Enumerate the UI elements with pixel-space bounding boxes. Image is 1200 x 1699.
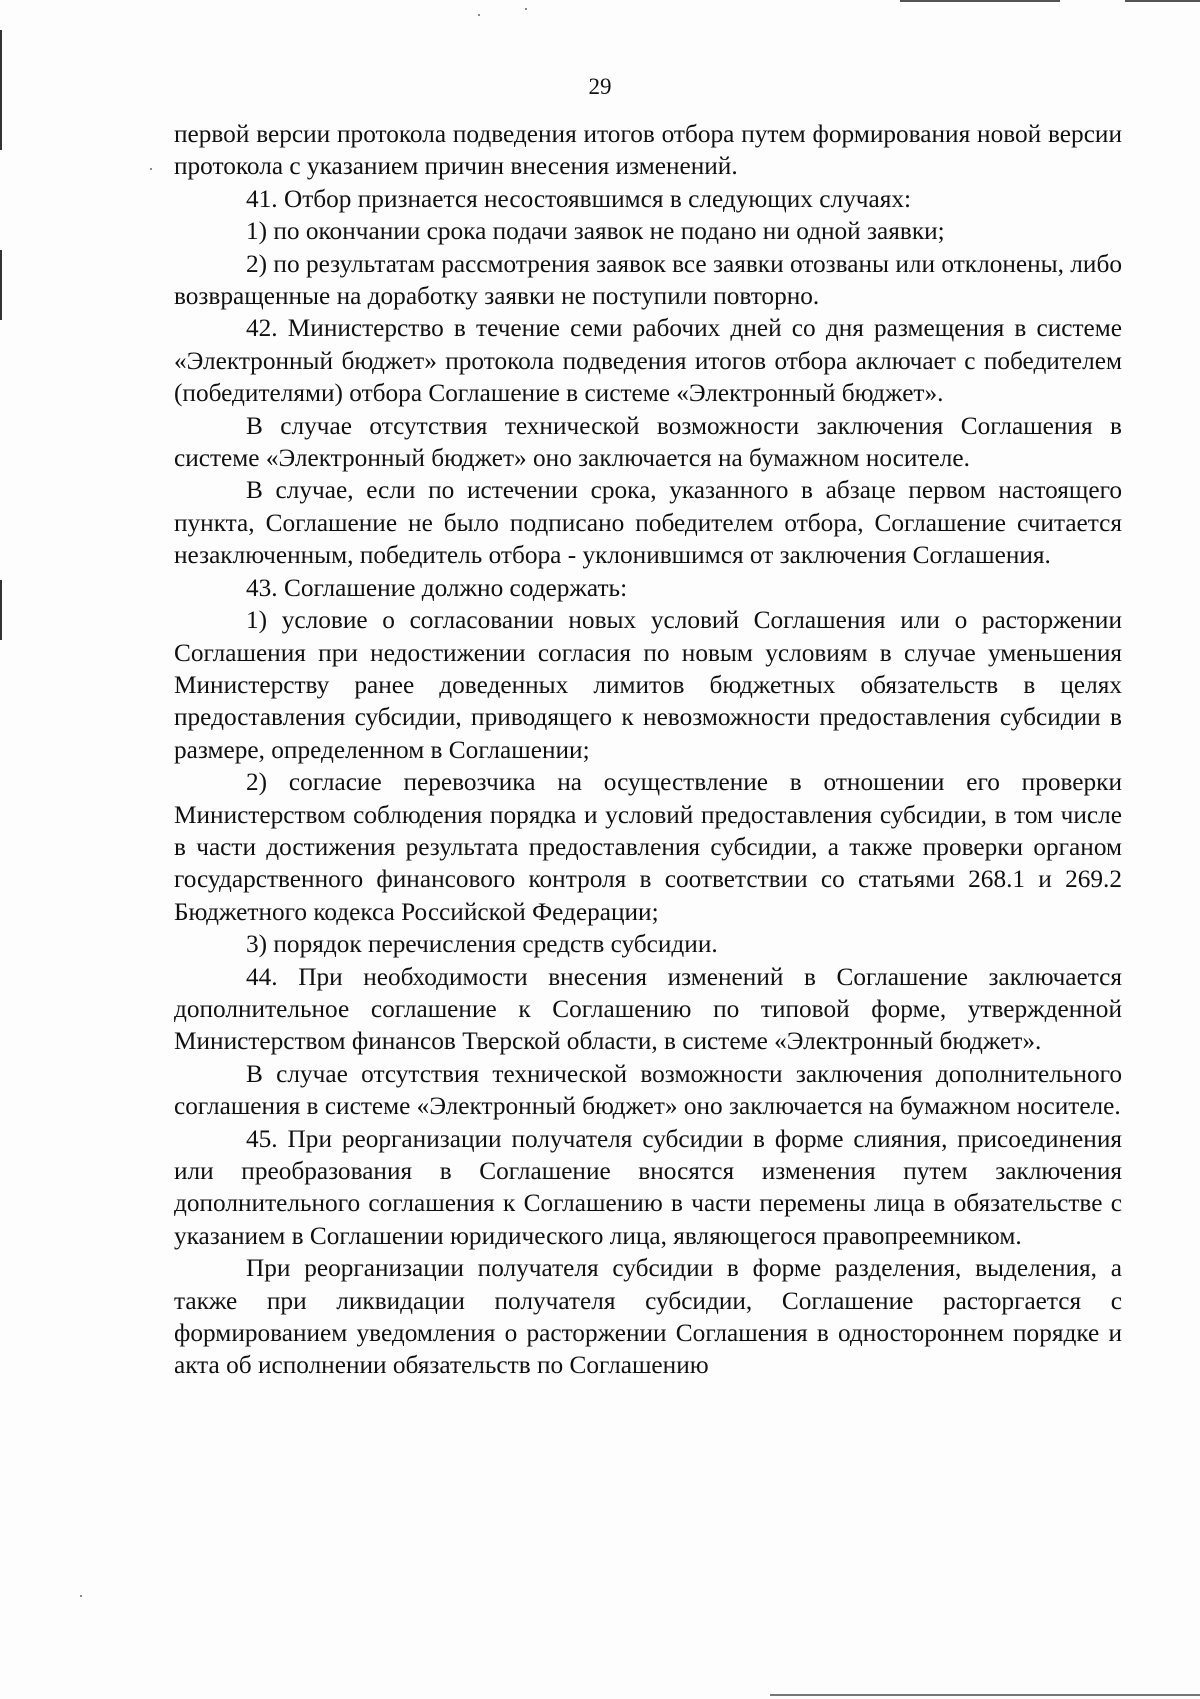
paragraph: При реорганизации получателя субсидии в форме разделения, выделения, а также при ликвидации получателя субсидии, Соглашение расторгается с формированием уведомления о расторжении Соглашения в одностороннем порядке и акта об исполнении обязательств по Соглашению	[174, 1254, 1122, 1380]
paragraph: В случае отсутствия технической возможности заключения Соглашения в системе «Электронный бюджет» оно заключается на бумажном носителе.	[174, 411, 1122, 473]
scan-edge-mark	[0, 580, 2, 640]
page-number: 29	[588, 74, 612, 99]
paragraph: 1) по окончании срока подачи заявок не подано ни одной заявки;	[246, 217, 945, 246]
scan-top-rule	[900, 0, 1060, 2]
paragraph: 2) по результатам рассмотрения заявок все заявки отозваны или отклонены, либо возвращенные на доработку заявки не поступили повторно.	[174, 249, 1122, 311]
scan-speck	[478, 14, 480, 16]
scan-speck	[150, 168, 152, 170]
paragraph: 45. При реорганизации получателя субсидии в форме слияния, присоединения или преобразования в Соглашение вносятся изменения путем заключения дополнительного соглашения к Соглашению в части перемены лица в обязательстве с указанием в Соглашении юридического лица, являющегося правопреемником.	[174, 1124, 1122, 1250]
scan-bottom-rule	[770, 1694, 1200, 1696]
scan-top-rule	[1125, 0, 1200, 2]
paragraph: первой версии протокола подведения итогов отбора путем формирования новой версии протокола с указанием причин внесения изменений.	[174, 120, 1122, 181]
paragraph: 2) согласие перевозчика на осуществление в отношении его проверки Министерством соблюдения порядка и условий предоставления субсидии, в том числе в части достижения результата предоставления субсидии, а также проверки органом государственного финансового контроля в соответствии со статьями 268.1 и 269.2 Бюджетного кодекса Российской Федерации;	[174, 768, 1122, 926]
scan-speck	[80, 1595, 82, 1597]
scan-edge-mark	[0, 250, 2, 320]
paragraph: 1) условие о согласовании новых условий Соглашения или о расторжении Соглашения при недостижении согласия по новым условиям в случае уменьшения Министерству ранее доведенных лимитов бюджетных обязательств в целях предоставления субсидии, приводящего к невозможности предоставления субсидии в размере, определенном в Соглашении;	[174, 606, 1122, 764]
paragraph: В случае отсутствия технической возможности заключения дополнительного соглашения в системе «Электронный бюджет» оно заключается на бумажном носителе.	[174, 1059, 1122, 1121]
paragraph: 42. Министерство в течение семи рабочих дней со дня размещения в системе «Электронный бюджет» протокола подведения итогов отбора аключает с победителем (победителями) отбора Соглашение в системе «Электронный бюджет».	[174, 314, 1122, 408]
paragraph: В случае, если по истечении срока, указанного в абзаце первом настоящего пункта, Соглашение не было подписано победителем отбора, Соглашение считается незаключенным, победитель отбора - уклонившимся от заключения Соглашения.	[174, 476, 1122, 570]
paragraph: 41. Отбор признается несостоявшимся в следующих случаях:	[246, 184, 912, 213]
paragraph: 43. Соглашение должно содержать:	[246, 573, 628, 602]
scan-speck	[525, 8, 527, 10]
paragraph: 44. При необходимости внесения изменений в Соглашение заключается дополнительное соглашение к Соглашению по типовой форме, утвержденной Министерством финансов Тверской области, в системе «Электронный бюджет».	[174, 962, 1122, 1056]
paragraph: 3) порядок перечисления средств субсидии.	[246, 930, 718, 959]
document-body	[174, 118, 1122, 1382]
